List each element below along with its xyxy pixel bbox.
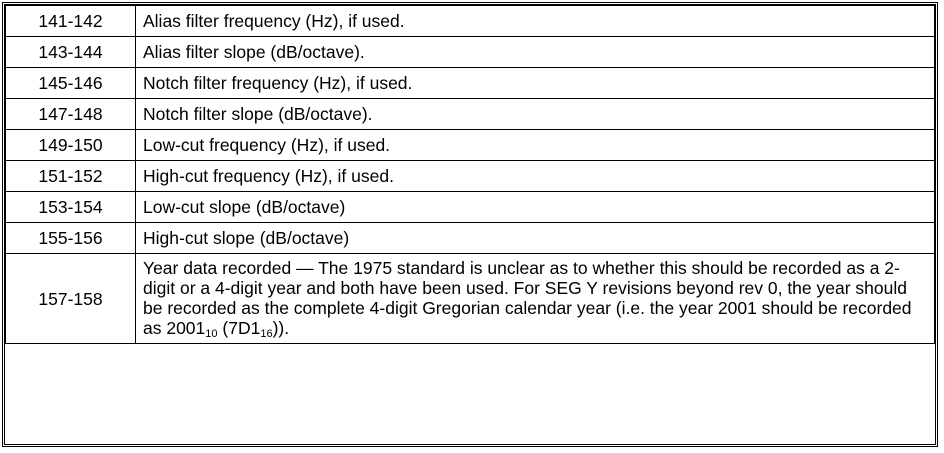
- description-text: (7D1: [217, 318, 261, 338]
- byte-range-cell: 153-154: [6, 192, 136, 223]
- subscript-base: 16: [260, 328, 273, 340]
- table-row: [6, 130, 935, 161]
- description-cell: High-cut slope (dB/octave): [136, 223, 935, 254]
- description-text: )).: [272, 318, 290, 338]
- trace-header-byte-table: [5, 5, 935, 344]
- byte-range-cell: 157-158: [6, 254, 136, 344]
- description-cell: Notch filter slope (dB/octave).: [136, 99, 935, 130]
- description-cell: [136, 254, 935, 344]
- description-cell: High-cut frequency (Hz), if used.: [136, 161, 935, 192]
- byte-range-cell: 149-150: [6, 130, 136, 161]
- byte-range-cell: 143-144: [6, 37, 136, 68]
- byte-range-cell: 145-146: [6, 68, 136, 99]
- description-cell: Low-cut frequency (Hz), if used.: [136, 130, 935, 161]
- table-row: [6, 192, 935, 223]
- table-row: [6, 223, 935, 254]
- subscript-base: 10: [205, 328, 218, 340]
- description-cell: Alias filter frequency (Hz), if used.: [136, 6, 935, 37]
- description-text: Year data recorded — The 1975 standard is unclear as to whether this should be recorded as a 2-digit or a 4-digit year and both have been used. For SEG Y revisions beyond rev 0, the year should be recorded as the complete 4-digit Gregorian calendar year (i.e. the year 2001 should be recorded as 2001: [143, 258, 912, 338]
- byte-range-cell: 155-156: [6, 223, 136, 254]
- description-cell: Low-cut slope (dB/octave): [136, 192, 935, 223]
- byte-range-cell: 141-142: [6, 6, 136, 37]
- description-cell: Notch filter frequency (Hz), if used.: [136, 68, 935, 99]
- description-cell: Alias filter slope (dB/octave).: [136, 37, 935, 68]
- table-row: [6, 99, 935, 130]
- table-row: [6, 6, 935, 37]
- table-row: [6, 68, 935, 99]
- byte-range-cell: 151-152: [6, 161, 136, 192]
- table-row: [6, 161, 935, 192]
- table-row: [6, 254, 935, 344]
- byte-range-cell: 147-148: [6, 99, 136, 130]
- table-row: [6, 37, 935, 68]
